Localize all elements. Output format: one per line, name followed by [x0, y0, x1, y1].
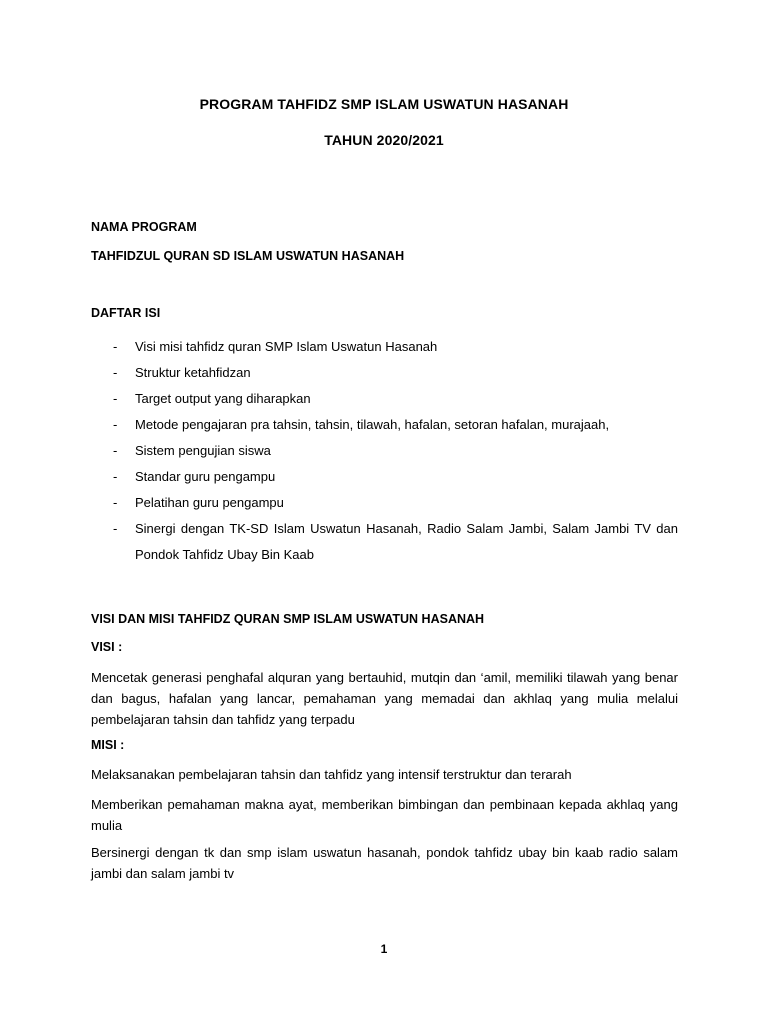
mission-item: Bersinergi dengan tk dan smp islam uswatun hasanah, pondok tahfidz ubay bin kaab radio salam jambi dan salam jambi tv [91, 845, 678, 881]
program-name-heading: NAMA PROGRAM [91, 220, 197, 234]
toc-item [91, 464, 678, 490]
list-dash: - [113, 339, 118, 354]
toc-item [91, 516, 678, 568]
toc-heading: DAFTAR ISI [91, 306, 161, 320]
document-title: PROGRAM TAHFIDZ SMP ISLAM USWATUN HASANAH [199, 96, 569, 112]
toc-item [91, 438, 678, 464]
list-dash: - [113, 365, 118, 380]
document-year: TAHUN 2020/2021 [324, 132, 444, 148]
toc-item-text: Sistem pengujian siswa [135, 443, 271, 458]
list-dash: - [113, 469, 118, 484]
toc-item-text: Target output yang diharapkan [135, 391, 311, 406]
mission-label: MISI : [91, 738, 125, 752]
list-dash: - [113, 495, 118, 510]
vision-label: VISI : [91, 640, 123, 654]
vision-text: Mencetak generasi penghafal alquran yang bertauhid, mutqin dan ‘amil, memiliki tilawah yang benar dan bagus, hafalan yang lancar, pemahaman yang memadai dan akhlaq yang mulia melalui pembelajaran tahsin dan tahfidz yang terpadu [91, 670, 678, 727]
toc-item-text: Metode pengajaran pra tahsin, tahsin, tilawah, hafalan, setoran hafalan, murajaah, [135, 417, 610, 432]
mission-item: Melaksanakan pembelajaran tahsin dan tahfidz yang intensif terstruktur dan terarah [91, 767, 572, 782]
list-dash: - [113, 521, 118, 536]
list-dash: - [113, 391, 118, 406]
toc-item [91, 360, 678, 386]
toc-item-text: Visi misi tahfidz quran SMP Islam Uswatun Hasanah [135, 339, 438, 354]
list-dash: - [113, 443, 118, 458]
toc-item [91, 412, 678, 438]
page-number: 1 [380, 942, 388, 956]
list-dash: - [113, 417, 118, 432]
vision-mission-heading: VISI DAN MISI TAHFIDZ QURAN SMP ISLAM USWATUN HASANAH [91, 612, 485, 626]
toc-list [91, 334, 678, 568]
toc-item [91, 334, 678, 360]
toc-item-text: Sinergi dengan TK-SD Islam Uswatun Hasanah, Radio Salam Jambi, Salam Jambi TV dan Pondok Tahfidz Ubay Bin Kaab [135, 521, 678, 562]
toc-item [91, 386, 678, 412]
mission-item: Memberikan pemahaman makna ayat, memberikan bimbingan dan pembinaan kepada akhlaq yang mulia [91, 797, 678, 833]
toc-item-text: Standar guru pengampu [135, 469, 276, 484]
program-name: TAHFIDZUL QURAN SD ISLAM USWATUN HASANAH [91, 249, 405, 263]
toc-item [91, 490, 678, 516]
toc-item-text: Struktur ketahfidzan [135, 365, 251, 380]
toc-item-text: Pelatihan guru pengampu [135, 495, 284, 510]
